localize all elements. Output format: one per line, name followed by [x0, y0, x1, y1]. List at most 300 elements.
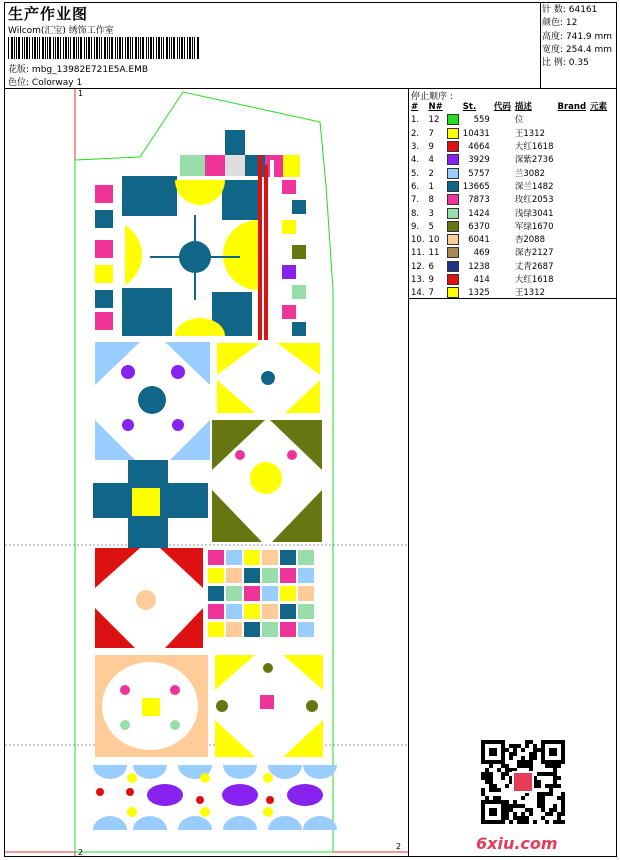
barcode [8, 37, 236, 59]
qr-module [517, 760, 521, 764]
row-code [492, 194, 513, 207]
checker-cell [208, 604, 224, 619]
row-needle: 9 [428, 275, 434, 285]
half-disc [93, 816, 127, 830]
stitch-dot [263, 807, 273, 817]
checker-cell [208, 550, 224, 565]
qr-module [537, 796, 541, 800]
qr-module [529, 756, 533, 760]
color-swatch [445, 114, 461, 127]
color-swatch [445, 128, 461, 141]
stitch-block [222, 180, 262, 220]
stitch-block [292, 200, 306, 214]
qr-module [521, 760, 525, 764]
checker-cell [280, 550, 296, 565]
qr-module [553, 804, 557, 808]
row-index: 8. [411, 208, 420, 219]
qr-module [545, 784, 549, 788]
row-stitches: 559 [473, 115, 490, 126]
color-swatch [445, 221, 461, 234]
row-index: 4. [411, 155, 420, 166]
checker-cell [244, 568, 260, 583]
row-desc: 王1312 [514, 288, 545, 299]
checker-cell [298, 586, 314, 601]
company-name: Wilcom(汇宝) 绣饰工作室 [8, 26, 114, 36]
qr-module [489, 776, 493, 780]
stitch-block [95, 290, 113, 308]
qr-module [489, 780, 493, 784]
qr-module [545, 812, 549, 816]
qr-module [561, 812, 565, 816]
stitch-block [122, 288, 172, 336]
row-element [588, 274, 609, 287]
purple-motif [287, 784, 323, 806]
checker-cell [262, 550, 278, 565]
row-brand [555, 221, 588, 234]
stitch-dot [235, 450, 245, 460]
qr-module [517, 744, 521, 748]
row-brand [555, 207, 588, 220]
stitch-dot [138, 386, 166, 414]
stitch-block [283, 155, 300, 177]
design-stats [542, 4, 612, 70]
axis-marker-bottom-left: 2 [78, 848, 84, 857]
swatch-box [447, 208, 459, 219]
purple-motif [222, 784, 258, 806]
stitch-block [95, 185, 113, 203]
stitch-dot [200, 773, 210, 783]
qr-module [525, 808, 529, 812]
col-element: 元素 [590, 102, 608, 113]
stitch-block [132, 488, 160, 516]
row-brand [555, 247, 588, 260]
qr-module [545, 820, 549, 824]
row-code [492, 141, 513, 154]
checker-cell [298, 622, 314, 637]
table-row [409, 141, 609, 154]
col-st: St. [462, 102, 477, 113]
stitch-dot [120, 685, 130, 695]
half-disc [178, 816, 212, 830]
stitch-dot [306, 700, 318, 712]
watermark-logo: 6xiu.com [476, 834, 558, 853]
qr-module [489, 784, 493, 788]
row-code [492, 181, 513, 194]
qr-module [529, 760, 533, 764]
stitch-dot [121, 365, 135, 379]
axis-marker-top: 1 [78, 89, 84, 98]
qr-module [541, 816, 545, 820]
row-desc: 位 [514, 115, 524, 126]
row-index: 3. [411, 142, 420, 153]
half-disc [268, 816, 302, 830]
qr-module [513, 800, 517, 804]
qr-module [541, 800, 545, 804]
qr-module [517, 804, 521, 808]
qr-module [541, 808, 545, 812]
checker-cell [262, 622, 278, 637]
row-desc: 兰3082 [514, 168, 545, 179]
row-element [588, 154, 609, 167]
swatch-box [447, 287, 459, 298]
color-swatch [445, 274, 461, 287]
qr-module [553, 780, 557, 784]
stitch-block [292, 285, 306, 299]
row-stitches: 6041 [468, 235, 490, 246]
row-element [588, 194, 609, 207]
row-element [588, 207, 609, 220]
row-brand [555, 274, 588, 287]
stitch-block [282, 305, 296, 319]
qr-module [545, 772, 549, 776]
stitch-block [292, 245, 306, 259]
qr-module [505, 764, 509, 768]
stop-sequence-table [409, 101, 609, 300]
checker-cell [262, 568, 278, 583]
row-element [588, 128, 609, 141]
col-code: 代码 [493, 102, 511, 113]
row-code [492, 247, 513, 260]
qr-module [561, 804, 565, 808]
row-code [492, 234, 513, 247]
half-disc [223, 816, 257, 830]
qr-module [505, 800, 509, 804]
qr-module [541, 772, 545, 776]
qr-module [521, 756, 525, 760]
qr-module [489, 808, 497, 816]
row-stitches: 13665 [462, 181, 490, 192]
qr-module [485, 776, 489, 780]
stitch-block [225, 155, 245, 177]
checker-cell [244, 622, 260, 637]
table-row [409, 234, 609, 247]
stitch-count: 针 数: 64161 [542, 5, 598, 15]
stitch-dot [126, 788, 134, 796]
qr-module [521, 816, 525, 820]
qr-module [509, 804, 513, 808]
qr-module [517, 816, 521, 820]
color-swatch [445, 194, 461, 207]
row-code [492, 154, 513, 167]
row-brand [555, 194, 588, 207]
qr-module [549, 812, 553, 816]
table-row [409, 181, 609, 194]
row-needle: 12 [428, 115, 440, 126]
qr-module [557, 796, 561, 800]
row-code [492, 274, 513, 287]
qr-module [513, 812, 517, 816]
row-stitches: 1238 [468, 261, 490, 272]
stitch-dot [263, 773, 273, 783]
table-row [409, 114, 609, 127]
stitch-block [95, 240, 113, 258]
row-index: 5. [411, 168, 420, 179]
table-row [409, 221, 609, 234]
qr-module [489, 764, 493, 768]
stitch-dot [196, 796, 204, 804]
row-desc: 丈青2687 [514, 261, 554, 272]
table-row [409, 154, 609, 167]
row-needle: 10 [428, 235, 440, 246]
qr-module [549, 784, 553, 788]
swatch-box [447, 274, 459, 285]
swatch-box [447, 261, 459, 272]
row-index: 1. [411, 115, 420, 126]
qr-module [501, 764, 505, 768]
row-needle: 7 [428, 288, 434, 299]
stats-divider [540, 2, 541, 88]
table-row [409, 274, 609, 287]
row-desc: 玫红2053 [514, 195, 554, 206]
qr-module [557, 812, 561, 816]
qr-module [501, 772, 505, 776]
checker-cell [298, 568, 314, 583]
row-element [588, 141, 609, 154]
swatch-box [447, 154, 459, 165]
row-stitches: 10431 [462, 128, 490, 139]
qr-module [501, 776, 505, 780]
table-row [409, 194, 609, 207]
qr-module [525, 760, 529, 764]
qr-module [545, 792, 549, 796]
qr-module [505, 808, 509, 812]
qr-module [505, 804, 509, 808]
qr-module [489, 772, 493, 776]
table-bottom-line [409, 298, 617, 299]
row-stitches: 1424 [468, 208, 490, 219]
checker-cell [226, 622, 242, 637]
half-disc [223, 765, 257, 779]
stitch-dot [250, 462, 282, 494]
checker-cell [208, 622, 224, 637]
half-disc [268, 765, 302, 779]
color-swatch [445, 154, 461, 167]
qr-module [553, 820, 557, 824]
qr-module [521, 812, 525, 816]
row-desc: 王1312 [514, 128, 545, 139]
table-row [409, 128, 609, 141]
qr-module [537, 784, 541, 788]
stop-sequence-title: 停止顺序 : [411, 92, 453, 102]
row-element [588, 261, 609, 274]
qr-module [561, 796, 565, 800]
qr-module [541, 792, 545, 796]
stitch-dot [136, 590, 156, 610]
qr-module [521, 796, 525, 800]
qr-module [533, 752, 537, 756]
swatch-box [447, 221, 459, 232]
pattern-file: 花版: mbg_13982E721E5A.EMB [8, 65, 149, 75]
row-needle: 8 [428, 195, 434, 206]
half-disc [133, 765, 167, 779]
row-element [588, 234, 609, 247]
checker-cell [226, 550, 242, 565]
swatch-box [447, 141, 459, 152]
qr-module [509, 752, 513, 756]
row-index: 9. [411, 221, 420, 232]
checker-cell [280, 586, 296, 601]
stitch-dot [120, 720, 130, 730]
qr-module [561, 800, 565, 804]
swatch-box [447, 128, 459, 139]
checker-cell [208, 586, 224, 601]
qr-module [553, 776, 557, 780]
table-row [409, 261, 609, 274]
row-desc: 大红1618 [514, 275, 554, 285]
stitch-block [264, 165, 268, 340]
row-desc: 深杏2127 [514, 248, 554, 259]
row-stitches: 7873 [468, 195, 490, 206]
stitch-dot [170, 720, 180, 730]
row-index: 12. [411, 261, 425, 272]
stitch-block [282, 180, 296, 194]
color-swatch [445, 167, 461, 180]
color-count: 颜色: 12 [542, 18, 578, 29]
qr-module [549, 772, 553, 776]
qr-module [485, 780, 489, 784]
qr-module [521, 764, 525, 768]
qr-module [521, 820, 525, 824]
qr-module [481, 792, 485, 796]
row-index: 6. [411, 181, 420, 192]
row-element [588, 247, 609, 260]
half-disc [303, 765, 337, 779]
row-brand [555, 167, 588, 180]
checker-cell [298, 604, 314, 619]
qr-module [553, 772, 557, 776]
checker-cell [244, 604, 260, 619]
stitch-block [225, 130, 245, 155]
stitch-block [270, 160, 274, 310]
qr-module [549, 764, 553, 768]
stitch-dot [127, 773, 137, 783]
design-scale: 比 例: 0.35 [542, 58, 589, 69]
row-brand [555, 234, 588, 247]
checker-cell [298, 550, 314, 565]
qr-module [537, 780, 541, 784]
col-idx: # [411, 102, 419, 113]
stitch-block [258, 155, 262, 340]
qr-module [509, 808, 513, 812]
row-brand [555, 181, 588, 194]
qr-module [497, 796, 501, 800]
qr-module [549, 788, 553, 792]
row-needle: 3 [428, 208, 434, 219]
row-code [492, 167, 513, 180]
qr-module [529, 752, 533, 756]
swatch-box [447, 181, 459, 192]
qr-module [481, 788, 485, 792]
color-swatch [445, 141, 461, 154]
half-disc [133, 816, 167, 830]
stitch-block [122, 176, 177, 216]
stitch-block [282, 220, 296, 234]
colorway: 色位: Colorway 1 [8, 78, 83, 88]
qr-module [545, 764, 549, 768]
qr-module [513, 804, 517, 808]
qr-module [513, 744, 517, 748]
col-desc: 描述 [514, 102, 532, 113]
qr-module [525, 764, 529, 768]
row-stitches: 1325 [468, 288, 490, 299]
qr-module [505, 772, 509, 776]
qr-module [541, 796, 545, 800]
row-desc: 深紫2736 [514, 155, 554, 166]
color-swatch [445, 207, 461, 220]
swatch-box [447, 114, 459, 125]
stitch-dot [122, 419, 134, 431]
stitch-dot [261, 371, 275, 385]
row-brand [555, 141, 588, 154]
qr-module [481, 776, 485, 780]
stitch-dot [171, 365, 185, 379]
row-element [588, 221, 609, 234]
qr-module [505, 816, 509, 820]
purple-motif [147, 784, 183, 806]
stitch-block [260, 695, 274, 709]
qr-module [521, 748, 525, 752]
qr-module [557, 764, 561, 768]
row-stitches: 4664 [468, 142, 490, 153]
qr-module [557, 784, 561, 788]
qr-module [549, 808, 553, 812]
qr-code [480, 739, 566, 825]
row-element [588, 114, 609, 127]
row-code [492, 261, 513, 274]
row-needle: 6 [428, 261, 434, 272]
table-header-row [409, 101, 609, 114]
row-needle: 5 [428, 221, 434, 232]
qr-module [533, 744, 537, 748]
qr-module [514, 773, 532, 791]
qr-module [509, 744, 513, 748]
checker-cell [244, 550, 260, 565]
qr-module [537, 772, 541, 776]
color-swatch [445, 181, 461, 194]
qr-module [485, 796, 489, 800]
qr-module [529, 764, 533, 768]
checker-cell [226, 568, 242, 583]
qr-module [537, 804, 541, 808]
qr-module [553, 784, 557, 788]
qr-module [529, 812, 533, 816]
design-height: 高度: 741.9 mm [542, 31, 613, 42]
qr-module [537, 748, 541, 752]
row-desc: 浅绿3041 [514, 208, 554, 219]
row-stitches: 469 [473, 248, 490, 259]
qr-module [517, 820, 521, 824]
qr-module [549, 748, 557, 756]
qr-module [557, 816, 561, 820]
qr-module [493, 784, 497, 788]
stitch-block [292, 322, 306, 336]
qr-module [497, 768, 501, 772]
qr-module [485, 768, 489, 772]
stitch-dot [127, 807, 137, 817]
qr-module [529, 740, 533, 744]
axis-marker-bottom-right: 2 [396, 842, 402, 851]
qr-module [557, 820, 561, 824]
checker-cell [280, 622, 296, 637]
row-needle: 9 [428, 142, 434, 153]
qr-module [489, 748, 497, 756]
qr-module [505, 812, 509, 816]
swatch-box [447, 234, 459, 245]
qr-module [485, 772, 489, 776]
half-disc [93, 765, 127, 779]
qr-module [505, 784, 509, 788]
qr-module [561, 792, 565, 796]
